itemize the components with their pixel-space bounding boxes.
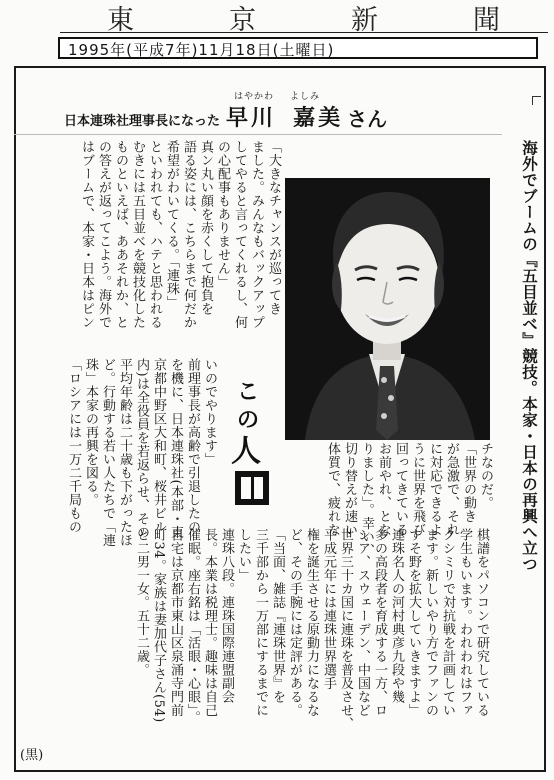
article-subtitle: 海外でブームの『五目並べ』競技。本家・日本の再興へ立つ <box>520 140 538 572</box>
masthead-char: 東 <box>107 4 136 36</box>
byline-signature: (黒) <box>20 748 44 763</box>
corner-mark <box>532 96 541 105</box>
badge-char-3: 人 <box>231 434 261 469</box>
masthead-char: 京 <box>229 4 258 36</box>
badge-char-2: の <box>237 408 260 433</box>
portrait-photo <box>285 178 490 440</box>
article-text-upper-left: 「大きなチャンスが巡ってき ました。みんなもバックアップ してやると言ってくれるし、何 の心配事もありません」 真ン丸い顔を赤くして抱負を 語る姿には、こちらまで何だか 希望がわいてくる。「連珠」 といわれても、ハテと思われる むきには五目並べを競技化した ものといえば、ああそれか、と の答えが返ってこよう。海外で はブームで、本家・日本はピン <box>79 140 281 329</box>
column-badge <box>223 375 279 515</box>
heading-honorific: さん <box>347 107 388 131</box>
name-family: 早川 <box>226 105 277 131</box>
heading-rule <box>14 134 502 135</box>
article-heading <box>64 92 388 132</box>
article-text-upper-right: チなのだ。 「世界の動き が急激で、それ に対応できるよ うに世界を飛び 回ってきている お前やれ、とな りました」。幸い、 切り替えが速い 体質で、疲れな <box>325 442 493 557</box>
portrait-image <box>285 178 490 440</box>
heading-name <box>226 92 344 132</box>
ruby-given: よしみ <box>290 92 321 102</box>
dateline: 1995年(平成7年)11月18日(土曜日) <box>58 37 538 59</box>
article-text-lower-left: いのでやります」 前理事長が高齢で引退したの を機に、日本連珠社(本部・東 京都中野区大和町、桜井ビル 内)は全役員を若返らせ、その 平均年齢は二十歳も下がったほ ど。行動する若い人たちで「連 珠」本家の再興を図る。 「ロシアには一万二千局もの <box>66 358 217 547</box>
masthead-char: 新 <box>351 4 380 36</box>
badge-block <box>235 471 269 505</box>
article-text-lower-right: 棋譜をパソコンで研究している 学生もいます。われわれはファ クシミリで対抗戦を計画してい ます。新しいやり方でファンの すそ野を拡大していきますよ」 連珠名人の河村典彦九段や幾 多の高段者を育成する一方、ロ シア、スウェーデン、中国など 世界三十カ国に連珠を普及させ、 平成元年には連珠世界選手 権を誕生させる原動力になるな ど、その手腕には定評がある。 「当面、雑誌『連珠世界』を 三千部から一万部にするまでに したい」 連珠八段。連珠国際連盟副会 長。本業は税理士。趣味は自己 催眠。座右銘は「活眼・心眼」。 自宅は京都市東山区泉涌寺門前 町34。家族は妻加代子さん(54) と二男一女。五十二歳。 <box>134 528 489 731</box>
column-badge-graphic <box>223 375 279 515</box>
name-given: 嘉美 <box>293 105 344 131</box>
ruby-family: はやかわ <box>234 92 275 102</box>
heading-role: 日本連珠社理事長になった <box>64 114 221 129</box>
masthead-char: 聞 <box>473 4 502 36</box>
badge-char-1: こ <box>237 380 260 405</box>
newspaper-masthead <box>60 2 548 36</box>
